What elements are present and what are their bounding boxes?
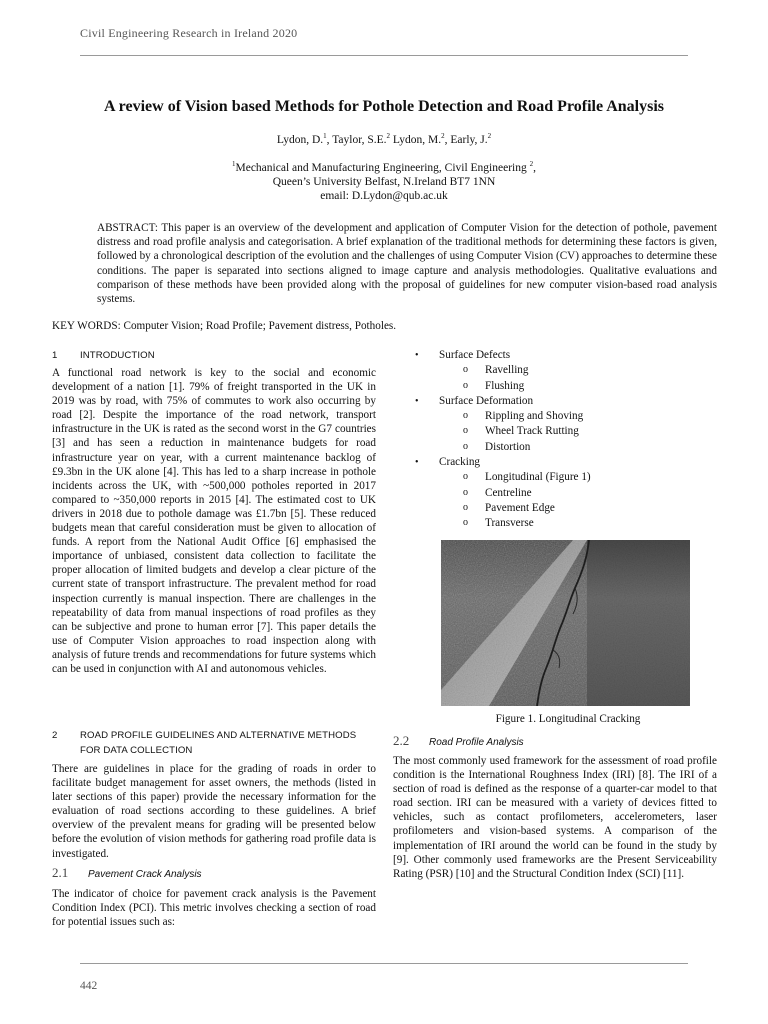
author-line	[0, 134, 768, 146]
defects-list	[393, 348, 723, 532]
list-item: o Rippling and Shoving	[393, 409, 723, 424]
section-2-1-title: Pavement Crack Analysis	[88, 869, 202, 880]
footer-rule	[80, 963, 688, 964]
list-item: • Cracking	[393, 455, 723, 470]
list-item: o Ravelling	[393, 363, 723, 378]
affiliation-text-1-end: ,	[533, 162, 536, 174]
figure-1-caption: Figure 1. Longitudinal Cracking	[495, 713, 641, 725]
affiliation-line-2: Queen’s University Belfast, N.Ireland BT7 1NN	[272, 176, 496, 188]
affiliation-sup-2: 2	[529, 160, 534, 169]
section-2-1-number: 2.1	[52, 865, 69, 880]
paper-title: A review of Vision based Methods for Pothole Detection and Road Profile Analysis	[104, 98, 664, 115]
affiliation-sup-1: 1	[232, 160, 236, 169]
author-1: Lydon, D.	[276, 134, 324, 146]
list-item: o Centreline	[393, 486, 723, 501]
author-1-sup: 1	[323, 132, 327, 141]
section-2-2-title: Road Profile Analysis	[429, 737, 524, 748]
page-number: 442	[80, 980, 98, 992]
header-rule	[80, 55, 688, 56]
keywords: KEY WORDS: Computer Vision; Road Profile; Pavement distress, Potholes.	[52, 320, 397, 332]
section-1-title: INTRODUCTION	[80, 350, 155, 361]
section-2-2-heading	[393, 734, 717, 750]
section-1-number: 1	[52, 350, 58, 361]
author-3: Lydon, M.	[390, 134, 442, 146]
section-2-heading	[52, 728, 376, 758]
list-item: o Flushing	[393, 379, 723, 394]
email-line: email: D.Lydon@qub.ac.uk	[320, 190, 448, 202]
section-2-2-body: The most commonly used framework for the assessment of road profile condition is the International Roughness Index (IRI) [8]. The IRI of a section of road is defined as the response of a quarter-car model to that road section. IRI can be measured with a variety of devices fitted to vehicles, such as contact profilometers, accelerometers, laser profilometers and vision-based systems. A comparison of the implementation of IRI around the world can be found in the study by [9]. Other commonly used frameworks are the Present Serviceability Rating (PSR) [10] and the Structural Condition Index (SCI) [11].	[393, 755, 717, 880]
section-2-1-body: The indicator of choice for pavement crack analysis is the Pavement Condition Index (PCI). This metric involves checking a section of road for potential issues such as:	[52, 888, 376, 929]
list-item: o Transverse	[393, 516, 723, 531]
longitudinal-cracking-photo	[441, 540, 690, 706]
author-4: , Early, J.	[444, 134, 488, 146]
abstract: ABSTRACT: This paper is an overview of the development and application of Computer Vision for the detection of pothole, pavement distress and road profile analysis and categorisation. A brief explanation of the traditional methods for determining these factors is given, followed by a chronological description of the evolution and the challenges of using Computer Vision (CV) approaches to determine these conditions. The paper is separated into sections aligned to image capture and analysis methodologies. Qualitative evaluations and comparison of these methods have been provided along with the proposal of guidelines for new computer vision-based road analysis systems.	[97, 222, 717, 306]
section-1-heading	[52, 348, 376, 363]
list-item: o Pavement Edge	[393, 501, 723, 516]
author-2: , Taylor, S.E.	[326, 134, 387, 146]
section-1-body: A functional road network is key to the social and economic development of a nation [1]. 79% of freight transported in the UK in 2019 was by road, with 75% of commutes to work also occurring by road [2]. Despite the importance of the road network, transport infrastructure in the UK is rated as the second worst in the G7 countries [3] and has seen a reduction in maintenance budgets for road infrastructure year on year, with a current maintenance backlog of £9.3bn in the UK alone [4]. This has led to a sharp increase in pothole incidents across the UK, with ~500,000 potholes reported in 2017 compared to ~350,000 reports in 2015 [4]. The estimated cost to UK drivers in 2018 due to pothole damage was £1.7bn [5]. These reduced budgets mean that careful consideration must be given to allocation of funds. A report from the National Audit Office [6] emphasised the importance of unbiased, consistent data collection to facilitate the proper allocation of limited budgets and develop a clear picture of the current state of transport infrastructure. The prevalent method for road inspection currently is manual inspection. There are challenges in the repeatability of data from manual inspections of road profiles as they can be subjective and prone to human error [7]. This paper details the use of Computer Vision approaches to road inspection along with analysis of future trends and recommendations for future systems which can be used in conjunction with AI and autonomous vehicles.	[52, 367, 376, 675]
section-2-title-line-2: FOR DATA COLLECTION	[80, 745, 193, 756]
affiliation-line-1	[0, 162, 768, 174]
section-2-title-line-1: ROAD PROFILE GUIDELINES AND ALTERNATIVE METHODS	[80, 730, 357, 741]
author-2-sup: 2	[386, 132, 391, 141]
list-item: o Wheel Track Rutting	[393, 424, 723, 439]
affiliation-text-1: Mechanical and Manufacturing Engineering, Civil Engineering	[235, 162, 530, 174]
section-2-1-heading	[52, 866, 376, 882]
list-item: o Distortion	[393, 440, 723, 455]
section-2-2-number: 2.2	[393, 733, 410, 748]
running-head: Civil Engineering Research in Ireland 2020	[80, 26, 298, 40]
section-2-body: There are guidelines in place for the grading of roads in order to facilitate budget management for asset owners, the methods (listed in later sections of this paper) provide the necessary information for the evaluation of road sections according to these guidelines. A brief overview of the prevalent means for grading will be presented below before the evolution of vision methods for gathering road profile data is investigated.	[52, 763, 376, 860]
author-3-sup: 2	[441, 132, 445, 141]
list-item: o Longitudinal (Figure 1)	[393, 470, 723, 485]
list-item: • Surface Deformation	[393, 394, 723, 409]
list-item: • Surface Defects	[393, 348, 723, 363]
author-4-sup: 2	[487, 132, 492, 141]
section-2-number: 2	[52, 730, 58, 741]
